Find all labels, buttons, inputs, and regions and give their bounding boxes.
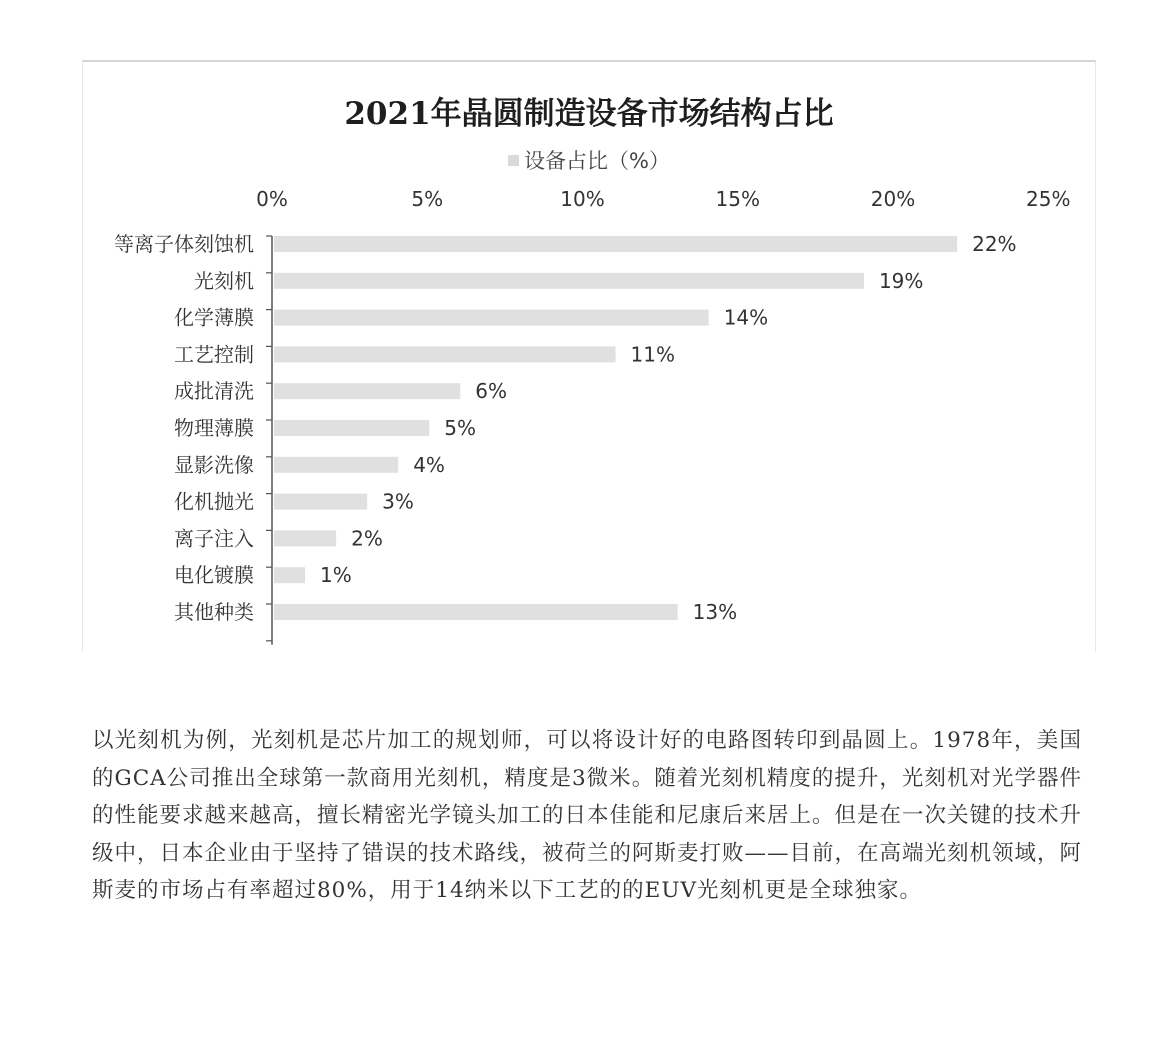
x-tick-label: 5%	[411, 187, 444, 211]
bar	[274, 530, 336, 546]
bar	[274, 420, 429, 436]
data-label: 14%	[723, 305, 769, 330]
chart-title: 2021年晶圆制造设备市场结构占比	[344, 96, 834, 132]
y-category-label: 物理薄膜	[174, 416, 254, 440]
bar	[274, 273, 864, 289]
bar	[274, 604, 678, 620]
bar	[274, 383, 460, 399]
y-category-label: 显影洗像	[174, 452, 254, 477]
data-label: 19%	[878, 268, 924, 293]
bar-chart	[83, 62, 1095, 652]
y-category-label: 光刻机	[194, 268, 254, 293]
data-label: 4%	[413, 452, 445, 477]
bar	[274, 567, 305, 583]
data-label: 3%	[382, 489, 414, 514]
x-tick-label: 15%	[715, 187, 760, 211]
x-tick-label: 20%	[870, 187, 916, 211]
bar	[274, 236, 957, 252]
y-category-label: 化机抛光	[174, 489, 254, 514]
chart-card	[82, 60, 1096, 652]
y-category-label: 化学薄膜	[174, 305, 254, 330]
x-tick-label: 10%	[560, 187, 605, 211]
data-label: 1%	[320, 563, 352, 588]
y-category-label: 离子注入	[174, 526, 254, 551]
x-tick-label: 0%	[256, 187, 288, 211]
data-label: 11%	[630, 342, 676, 367]
data-label: 6%	[475, 379, 508, 404]
x-tick-label: 25%	[1026, 187, 1071, 211]
data-label: 5%	[444, 416, 476, 440]
bar	[274, 346, 616, 362]
data-label: 2%	[351, 526, 383, 551]
bar	[274, 494, 367, 510]
bar	[274, 310, 709, 326]
y-category-label: 电化镀膜	[174, 563, 254, 588]
legend-label: 设备占比（%）	[524, 149, 670, 173]
y-category-label: 等离子体刻蚀机	[114, 232, 254, 256]
data-label: 13%	[692, 600, 738, 624]
y-category-label: 工艺控制	[174, 342, 254, 367]
y-category-label: 成批清洗	[174, 379, 254, 404]
article-paragraph: 以光刻机为例，光刻机是芯片加工的规划师，可以将设计好的电路图转印到晶圆上。1978年，美国的GCA公司推出全球第一款商用光刻机，精度是3微米。随着光刻机精度的提升，光刻机对光学器件的性能要求越来越高，擅长精密光学镜头加工的日本佳能和尼康后来居上。但是在一次关键的技术升级中，日本企业由于坚持了错误的技术路线，被荷兰的阿斯麦打败——目前，在高端光刻机领域，阿斯麦的市场占有率超过80%，用于14纳米以下工艺的的EUV光刻机更是全球独家。	[92, 728, 1083, 903]
y-category-label: 其他种类	[174, 600, 254, 624]
bar	[274, 457, 398, 473]
data-label: 22%	[972, 232, 1017, 256]
